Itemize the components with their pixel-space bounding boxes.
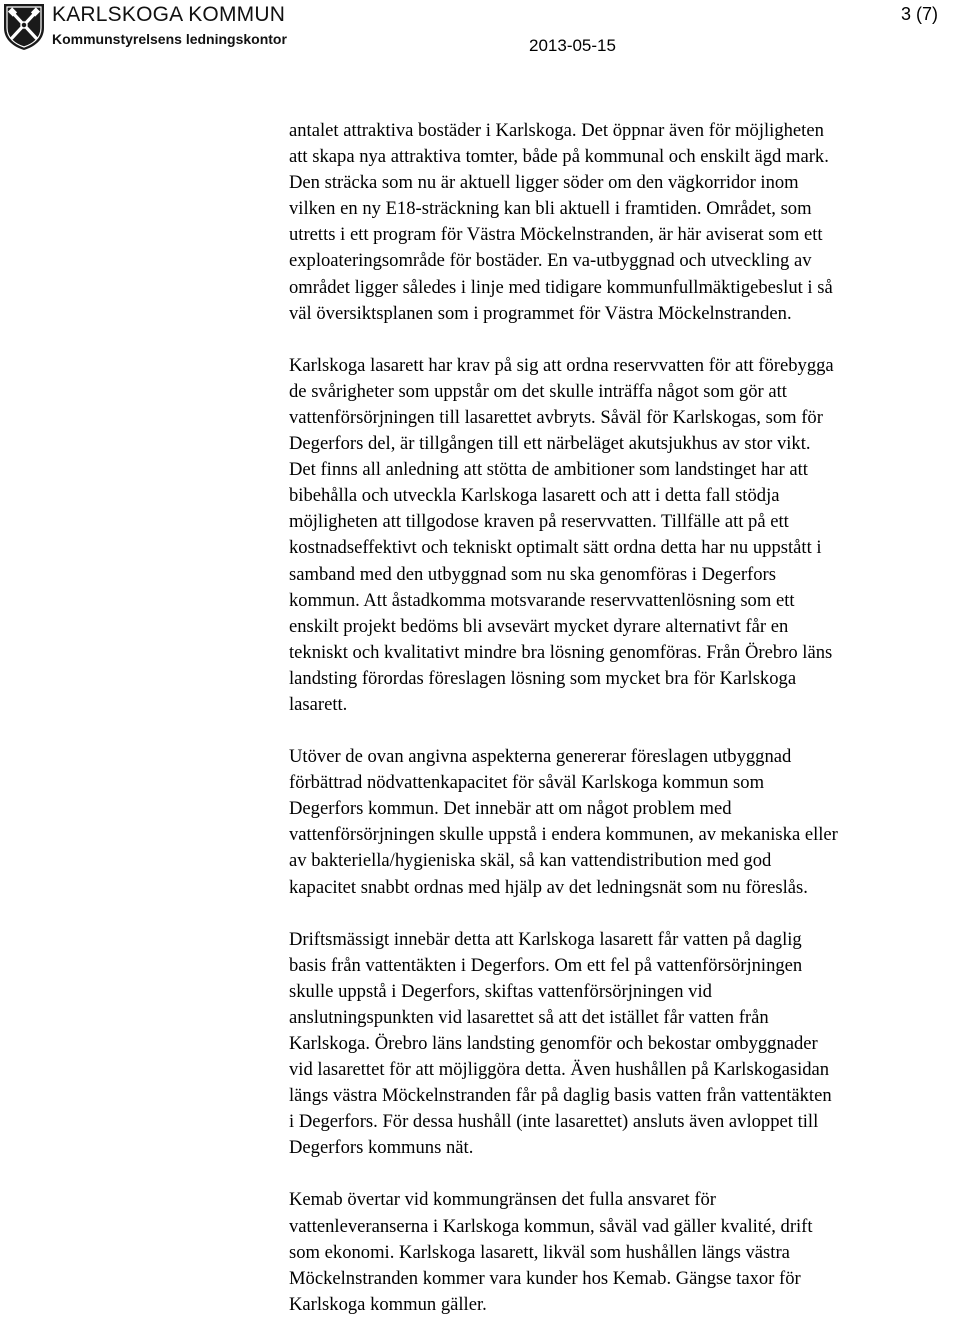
text-line: bibehålla och utveckla Karlskoga lasarett och att i detta fall stödja [289,485,780,507]
text-line: förbättrad nödvattenkapacitet för såväl Karlskoga kommun som [289,772,765,794]
text-line: utretts i ett program för Västra Möckelnstranden, är här aviserat som ett [289,224,823,246]
text-line: vattenförsörjningen skulle uppstå i endera kommunen, av mekaniska eller [289,824,838,846]
text-line: vid lasarettet för att möjliggöra detta. Även hushållen på Karlskogasidan [289,1059,830,1081]
department-name: Kommunstyrelsens ledningskontor [52,31,287,47]
text-line: Den sträcka som nu är aktuell ligger söder om den vägkorridor inom [289,172,799,194]
text-line: Kemab övertar vid kommungränsen det fulla ansvaret för [289,1189,716,1211]
text-line: exploateringsområde för bostäder. En va-utbyggnad och utveckling av [289,250,812,272]
text-line: området ligger således i linje med tidigare kommunfullmäktigebeslut i så [289,276,833,298]
text-line: kostnadseffektivt och tekniskt optimalt sätt ordna detta har nu uppstått i [289,537,822,559]
text-line: Karlskoga lasarett har krav på sig att ordna reservvatten för att förebygga [289,354,834,376]
text-line: Driftsmässigt innebär detta att Karlskoga lasarett får vatten på daglig [289,928,802,950]
text-line: möjligheten att tillgodose kraven på reservvatten. Tillfälle att på ett [289,511,789,533]
text-line: Degerfors kommuns nät. [289,1137,474,1159]
text-line: Möckelnstranden kommer vara kunder hos Kemab. Gängse taxor för [289,1267,801,1289]
page-number: 3 (7) [900,4,938,24]
text-line: Degerfors kommun. Det innebär att om något problem med [289,798,732,820]
body-paragraph [289,927,960,1162]
text-line: som ekonomi. Karlskoga lasarett, likväl som hushållen längs västra [289,1241,790,1263]
body-paragraph [289,353,960,718]
text-line: skulle uppstå i Degerfors, skiftas vattenförsörjningen vid [289,980,712,1002]
text-line: i Degerfors. För dessa hushåll (inte lasarettet) ansluts även avloppet till [289,1111,819,1133]
text-line: vattenförsörjningen till lasarettet avbryts. Såväl för Karlskogas, som för [289,406,823,428]
text-line: enskilt projekt bedöms bli avsevärt mycket dyrare alternativt får en [289,615,789,637]
text-line: lasarett. [289,693,348,715]
text-line: kommun. Att åstadkomma motsvarande reservvattenlösning som ett [289,589,795,611]
text-line: av bakteriella/hygieniska skäl, så kan vattendistribution med god [289,850,772,872]
text-line: samband med den utbyggnad som nu ska genomföras i Degerfors [289,563,776,585]
text-line: de svårigheter som uppstår om det skulle inträffa något som gör att [289,380,787,402]
text-line: landsting förordas föreslagen lösning som mycket bra för Karlskoga [289,667,797,689]
text-line: väl översiktsplanen som i programmet för Västra Möckelnstranden. [289,302,792,324]
text-line: längs västra Möckelnstranden får på daglig basis vatten från vattentäkten [289,1085,832,1107]
text-line: Det finns all anledning att stötta de ambitioner som landstinget har att [289,459,808,481]
text-line: tekniskt och kvalitativt mindre bra lösning genomföras. Från Örebro läns [289,641,833,663]
body-paragraph [289,118,960,327]
body-paragraph [289,744,960,901]
text-line: Karlskoga. Örebro läns landsting genomför och bekostar ombyggnader [289,1033,818,1054]
text-line: vilken en ny E18-sträckning kan bli aktuell i framtiden. Området, som [289,198,812,220]
org-name: KARLSKOGA KOMMUN [52,3,286,26]
text-line: kapacitet snabbt ordnas med hjälp av det ledningsnät som nu föreslås. [289,876,808,898]
text-line: Utöver de ovan angivna aspekterna genererar föreslagen utbyggnad [289,746,792,768]
text-line: basis från vattentäkten i Degerfors. Om ett fel på vattenförsörjningen [289,954,803,976]
text-line: att skapa nya attraktiva tomter, både på kommunal och enskilt ägd mark. [289,146,829,168]
text-line: anslutningspunkten vid lasarettet så att det istället får vatten från [289,1006,769,1028]
document-body [289,118,960,1344]
text-line: Karlskoga kommun gäller. [289,1293,487,1315]
text-line: Degerfors del, är tillgången till ett närbeläget akutsjukhus av stor vikt. [289,433,811,455]
text-line: antalet attraktiva bostäder i Karlskoga. Det öppnar även för möjligheten [289,120,824,141]
body-paragraph [289,1187,960,1317]
text-line: vattenleveranserna i Karlskoga kommun, såväl vad gäller kvalité, drift [289,1215,813,1237]
document-date: 2013-05-15 [529,36,616,55]
coat-of-arms-icon [2,2,46,52]
page-header [0,0,960,70]
